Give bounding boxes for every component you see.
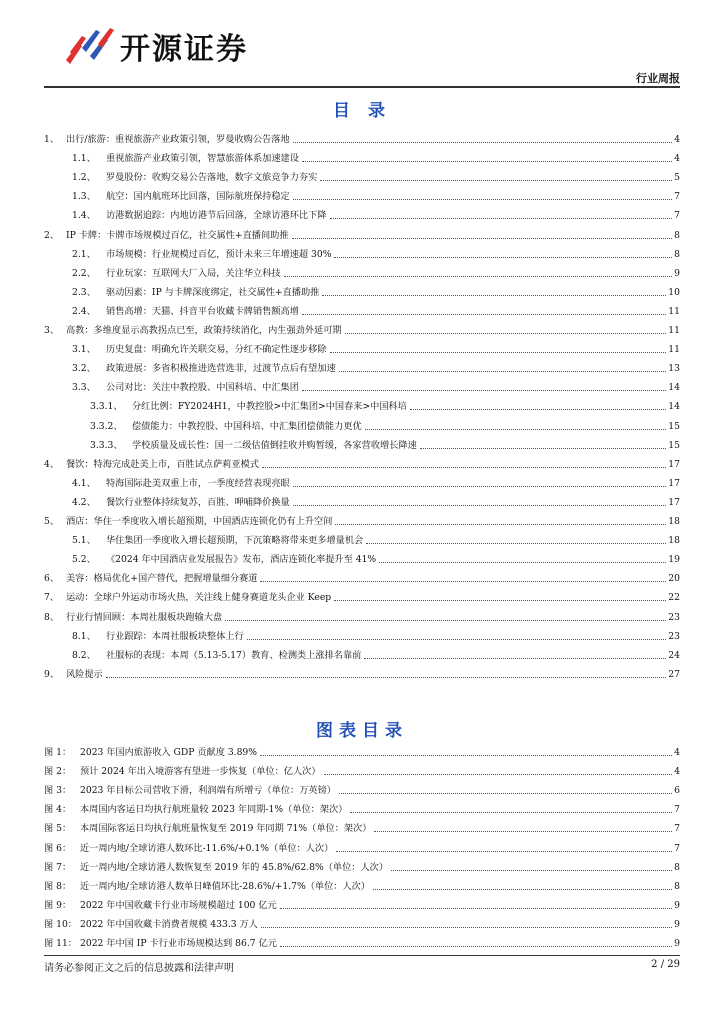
toc-entry[interactable] xyxy=(72,188,680,202)
toc-entry-page: 17 xyxy=(668,496,680,508)
figure-entry-number: 图 5： xyxy=(44,823,72,835)
toc-entry-page: 7 xyxy=(674,210,680,222)
dot-leader xyxy=(373,889,672,890)
figure-entry-number: 图 3： xyxy=(44,785,72,797)
toc-entry-page: 7 xyxy=(674,191,680,203)
toc-entry-text: 航空：国内航班环比回落，国际航班保持稳定 xyxy=(106,191,290,203)
toc-title: 目 录 xyxy=(333,101,391,121)
dot-leader xyxy=(339,371,667,372)
toc-entry-text: IP 卡牌：卡牌市场规模过百亿，社交属性+直播间助推 xyxy=(66,229,289,241)
toc-entry-page: 18 xyxy=(668,516,680,527)
dot-leader xyxy=(339,793,672,794)
dot-leader xyxy=(302,314,666,315)
figures-toc-title: 图表目录 xyxy=(316,721,408,741)
toc-entry-text: 《2024 年中国酒店业发展报告》发布，酒店连锁化率提升至 41% xyxy=(106,554,377,566)
figure-entry-page: 4 xyxy=(674,766,680,778)
toc-entry[interactable] xyxy=(72,647,680,661)
toc-entry-page: 19 xyxy=(668,554,680,566)
toc-entry-text: 重视旅游产业政策引领，智慧旅游体系加速建设 xyxy=(106,153,299,165)
dot-leader xyxy=(302,390,666,391)
dot-leader xyxy=(336,851,672,852)
toc-entry[interactable] xyxy=(44,589,680,603)
toc-entry[interactable] xyxy=(90,398,680,412)
dot-leader xyxy=(330,352,667,353)
figure-entry-number: 图 2： xyxy=(44,766,72,778)
toc-entry-page: 8 xyxy=(674,229,680,241)
figure-entry-number: 图 4： xyxy=(44,804,72,816)
toc-entry-number: 2.3、 xyxy=(72,286,96,298)
toc-entry-number: 3.3.3、 xyxy=(90,439,123,451)
toc-entry-text: 分红比例：FY2024H1，中教控股>中汇集团>中国春来>中国科培 xyxy=(132,401,407,413)
dot-leader xyxy=(322,295,666,296)
toc-entry-text: 特海国际赴美双重上市，一季度经营表现亮眼 xyxy=(106,477,290,489)
figure-entry-page: 9 xyxy=(674,918,680,930)
logo-mark-icon xyxy=(62,22,118,66)
dot-leader xyxy=(106,677,667,678)
dot-leader xyxy=(293,486,667,487)
figure-entry-text: 2023 年国内旅游收入 GDP 贡献度 3.89% xyxy=(80,747,258,758)
toc-entry-number: 3.1、 xyxy=(72,344,96,356)
figure-entry-text: 近一周内地/全球访港人数单日峰值环比-28.6%/+1.7%（单位：人次） xyxy=(80,880,371,892)
toc-entry[interactable] xyxy=(72,475,680,489)
toc-entry-page: 17 xyxy=(668,477,680,489)
toc-entry-number: 3.3.1、 xyxy=(90,401,123,413)
dot-leader xyxy=(260,581,666,582)
toc-entry-page: 18 xyxy=(668,535,680,547)
toc-entry[interactable] xyxy=(72,551,680,565)
toc-entry-number: 1.2、 xyxy=(72,172,96,184)
toc-entry-text: 出行/旅游：重视旅游产业政策引领，罗曼收购公告落地 xyxy=(66,134,290,145)
toc-entry-number: 1.3、 xyxy=(72,191,96,203)
toc-entry-number: 7、 xyxy=(44,592,60,604)
figure-entry-number: 图 7： xyxy=(44,861,72,873)
figure-entry-number: 图 9： xyxy=(44,899,72,911)
toc-entry-text: 行业行情回顾：本周社服板块跑输大盘 xyxy=(66,611,223,623)
toc-entry-page: 23 xyxy=(668,630,680,642)
toc-entry-text: 罗曼股份：收购交易公告落地，数字文旅竞争力夯实 xyxy=(106,172,318,184)
footer-disclaimer: 请务必参阅正文之后的信息披露和法律声明 xyxy=(44,963,234,974)
figure-entry[interactable] xyxy=(44,801,680,815)
toc-entry-number: 3、 xyxy=(44,325,60,336)
toc-entry-page: 9 xyxy=(674,267,680,279)
dot-leader xyxy=(261,927,672,928)
figure-entry-text: 2022 年中国 IP 卡行业市场规模达到 86.7 亿元 xyxy=(80,938,277,949)
toc-entry[interactable] xyxy=(44,322,680,336)
figure-entry-number: 图 10： xyxy=(44,918,77,930)
toc-entry-number: 3.2、 xyxy=(72,363,96,375)
toc-entry-page: 24 xyxy=(668,649,680,661)
dot-leader xyxy=(225,620,666,621)
figure-entry-page: 7 xyxy=(674,823,680,835)
toc-entry-page: 11 xyxy=(668,305,680,317)
toc-entry-page: 17 xyxy=(668,458,680,470)
figure-entry-page: 4 xyxy=(674,747,680,758)
toc-entry-page: 15 xyxy=(668,420,680,432)
figure-entry-page: 8 xyxy=(674,880,680,892)
dot-leader xyxy=(302,161,672,162)
toc-entry[interactable] xyxy=(90,437,680,451)
dot-leader xyxy=(366,543,666,544)
toc-entry[interactable] xyxy=(44,609,680,623)
toc-entry[interactable] xyxy=(72,169,680,183)
dot-leader xyxy=(365,429,667,430)
toc-entry-number: 2.4、 xyxy=(72,305,96,317)
toc-entry-page: 13 xyxy=(668,363,680,375)
figure-entry[interactable] xyxy=(44,820,680,834)
toc-entry[interactable] xyxy=(72,265,680,279)
toc-entry-page: 5 xyxy=(674,172,680,184)
toc-entry-text: 华住集团一季度收入增长超预期，下沉策略将带来更多增量机会 xyxy=(106,535,364,547)
page-number: 2 / 29 xyxy=(651,959,680,970)
toc-entry-number: 2.2、 xyxy=(72,267,96,279)
toc-entry-number: 1.4、 xyxy=(72,210,96,222)
toc-entry-page: 11 xyxy=(668,325,680,336)
toc-entry-page: 23 xyxy=(668,611,680,623)
toc-entry[interactable] xyxy=(44,456,680,470)
toc-entry-text: 风险提示 xyxy=(66,668,103,680)
toc-entry[interactable] xyxy=(72,494,680,508)
figure-entry-page: 9 xyxy=(674,899,680,911)
toc-entry-text: 运动：全球户外运动市场火热，关注线上健身赛道龙头企业 Keep xyxy=(66,592,332,604)
toc-entry-text: 市场规模：行业规模过百亿，预计未来三年增速超 30% xyxy=(106,248,332,260)
toc-entry-page: 4 xyxy=(674,153,680,165)
figure-entry-text: 近一周内地/全球访港人数恢复至 2019 年的 45.8%/62.8%（单位：人次） xyxy=(80,861,389,873)
toc-entry[interactable] xyxy=(72,303,680,317)
toc-entry[interactable] xyxy=(72,284,680,298)
figure-entry[interactable] xyxy=(44,897,680,911)
toc-entry-number: 8.2、 xyxy=(72,649,96,661)
header-divider xyxy=(44,86,680,88)
brand-name: 开源证券 xyxy=(120,32,248,67)
figure-entry-text: 本周国际客运日均执行航班量恢复至 2019 年同期 71%（单位：架次） xyxy=(80,823,372,835)
toc-entry[interactable] xyxy=(72,532,680,546)
toc-entry-page: 20 xyxy=(668,573,680,585)
toc-entry-page: 8 xyxy=(674,248,680,260)
dot-leader xyxy=(280,908,672,909)
toc-entry-number: 8、 xyxy=(44,611,60,623)
toc-entry-text: 公司对比：关注中教控股、中国科培、中汇集团 xyxy=(106,382,299,394)
toc-entry-number: 1.1、 xyxy=(72,153,96,165)
dot-leader xyxy=(364,658,666,659)
dot-leader xyxy=(420,448,666,449)
dot-leader xyxy=(293,199,672,200)
figure-entry[interactable] xyxy=(44,859,680,873)
figure-entry-text: 近一周内地/全球访港人数环比-11.6%/+0.1%（单位：人次） xyxy=(80,842,334,854)
figure-entry[interactable] xyxy=(44,744,680,758)
figure-entry-number: 图 8： xyxy=(44,880,72,892)
dot-leader xyxy=(260,755,672,756)
toc-entry[interactable] xyxy=(72,628,680,642)
figure-entry-page: 7 xyxy=(674,804,680,816)
figure-entry-number: 图 1： xyxy=(44,747,72,758)
toc-entry-text: 政策进展：多省积极推进选营选非，过渡节点后有望加速 xyxy=(106,363,336,375)
dot-leader xyxy=(320,180,672,181)
figure-entry-text: 2022 年中国收藏卡消费者规模 433.3 万人 xyxy=(80,918,258,930)
dot-leader xyxy=(350,812,672,813)
toc-entry[interactable] xyxy=(72,341,680,355)
toc-entry-text: 餐饮行业整体持续复苏，百胜、呷哺降价换量 xyxy=(106,496,290,508)
figure-entry[interactable] xyxy=(44,916,680,930)
toc-entry-number: 4.1、 xyxy=(72,477,96,489)
toc-entry-page: 22 xyxy=(668,592,680,604)
toc-entry-text: 行业玩家：互联网大厂入局，关注华立科技 xyxy=(106,267,281,279)
toc-entry-page: 11 xyxy=(668,344,680,356)
toc-entry-page: 15 xyxy=(668,439,680,451)
toc-entry-text: 行业跟踪：本周社服板块整体上行 xyxy=(106,630,244,642)
report-type: 行业周报 xyxy=(636,72,680,85)
figure-entry-text: 预计 2024 年出入境游客有望进一步恢复（单位：亿人次） xyxy=(80,766,321,778)
toc-entry-text: 美容：格局优化+国产替代，把握增量细分赛道 xyxy=(66,573,258,585)
dot-leader xyxy=(284,276,673,277)
toc-entry[interactable] xyxy=(72,246,680,260)
figure-entry-page: 9 xyxy=(674,938,680,949)
toc-entry-page: 14 xyxy=(668,382,680,394)
toc-entry[interactable] xyxy=(44,227,680,241)
dot-leader xyxy=(391,870,672,871)
toc-entry[interactable] xyxy=(44,513,680,527)
toc-entry-number: 4.2、 xyxy=(72,496,96,508)
toc-entry-text: 偿债能力：中教控股、中国科培、中汇集团偿债能力更优 xyxy=(132,420,362,432)
toc-entry-number: 2.1、 xyxy=(72,248,96,260)
dot-leader xyxy=(293,505,667,506)
dot-leader xyxy=(262,467,666,468)
toc-entry[interactable] xyxy=(44,131,680,145)
figure-entry[interactable] xyxy=(44,782,680,796)
dot-leader xyxy=(292,238,673,239)
toc-entry[interactable] xyxy=(44,666,680,680)
toc-entry[interactable] xyxy=(72,360,680,374)
figure-entry[interactable] xyxy=(44,763,680,777)
dot-leader xyxy=(293,142,673,143)
dot-leader xyxy=(410,409,666,410)
toc-entry-page: 4 xyxy=(674,134,680,145)
toc-entry-number: 5.2、 xyxy=(72,554,96,566)
figure-entry-text: 本周国内客运日均执行航班量较 2023 年同期-1%（单位：架次） xyxy=(80,804,348,816)
toc-entry-text: 社服标的表现：本周（5.13-5.17）教育、检测类上涨排名靠前 xyxy=(106,649,362,661)
figure-entry-page: 8 xyxy=(674,861,680,873)
toc-entry[interactable] xyxy=(72,150,680,164)
dot-leader xyxy=(379,562,666,563)
dot-leader xyxy=(374,831,672,832)
toc-entry-number: 5、 xyxy=(44,516,60,527)
dot-leader xyxy=(280,946,672,947)
toc-entry-number: 2、 xyxy=(44,229,60,241)
toc-entry-number: 4、 xyxy=(44,458,60,470)
toc-entry-number: 3.3.2、 xyxy=(90,420,123,432)
dot-leader xyxy=(330,218,673,219)
toc-entry-text: 学校质量及成长性：国一二级估值倒挂收并购暂缓，各家营收增长降速 xyxy=(132,439,417,451)
toc-entry[interactable] xyxy=(44,570,680,584)
dot-leader xyxy=(335,524,666,525)
toc-entry-text: 访港数据追踪：内地访港节后回落，全球访港环比下降 xyxy=(106,210,327,222)
toc-entry-text: 高教：多维度显示高教拐点已至，政策持续消化，内生强劲外延可期 xyxy=(66,325,342,336)
toc-entry-number: 5.1、 xyxy=(72,535,96,547)
toc-entry-number: 1、 xyxy=(44,134,60,145)
toc-entry-number: 9、 xyxy=(44,668,60,680)
toc-entry-number: 6、 xyxy=(44,573,60,585)
figure-entry-text: 2022 年中国收藏卡行业市场规模超过 100 亿元 xyxy=(80,899,277,911)
figure-entry-page: 6 xyxy=(674,785,680,797)
toc-entry-text: 酒店：华住一季度收入增长超预期，中国酒店连锁化仍有上升空间 xyxy=(66,516,333,527)
dot-leader xyxy=(345,333,667,334)
figure-entry[interactable] xyxy=(44,878,680,892)
toc-entry[interactable] xyxy=(72,379,680,393)
toc-entry-number: 3.3、 xyxy=(72,382,96,394)
dot-leader xyxy=(247,639,666,640)
toc-entry-page: 10 xyxy=(668,286,680,298)
dot-leader xyxy=(334,600,666,601)
toc-entry-text: 驱动因素：IP 与卡牌深度绑定，社交属性+直播助推 xyxy=(106,286,320,298)
figure-entry-page: 7 xyxy=(674,842,680,854)
footer-divider xyxy=(44,955,680,956)
toc-entry-page: 27 xyxy=(668,668,680,680)
toc-entry[interactable] xyxy=(72,207,680,221)
toc-entry-text: 销售高增：天猫、抖音平台收藏卡牌销售额高增 xyxy=(106,305,299,317)
figure-entry-number: 图 11： xyxy=(44,938,77,949)
figure-entry-text: 2023 年目标公司营收下滑，利润端有所增亏（单位：万英镑） xyxy=(80,785,336,797)
toc-entry-text: 餐饮：特海完成赴美上市，百胜试点萨莉亚模式 xyxy=(66,458,259,470)
toc-entry-page: 14 xyxy=(668,401,680,413)
figure-entry[interactable] xyxy=(44,935,680,949)
dot-leader xyxy=(334,257,672,258)
figure-entry[interactable] xyxy=(44,840,680,854)
toc-entry-text: 历史复盘：明确允许关联交易，分红不确定性逐步移除 xyxy=(106,344,327,356)
toc-entry-number: 8.1、 xyxy=(72,630,96,642)
dot-leader xyxy=(324,774,673,775)
toc-entry[interactable] xyxy=(90,418,680,432)
figure-entry-number: 图 6： xyxy=(44,842,72,854)
